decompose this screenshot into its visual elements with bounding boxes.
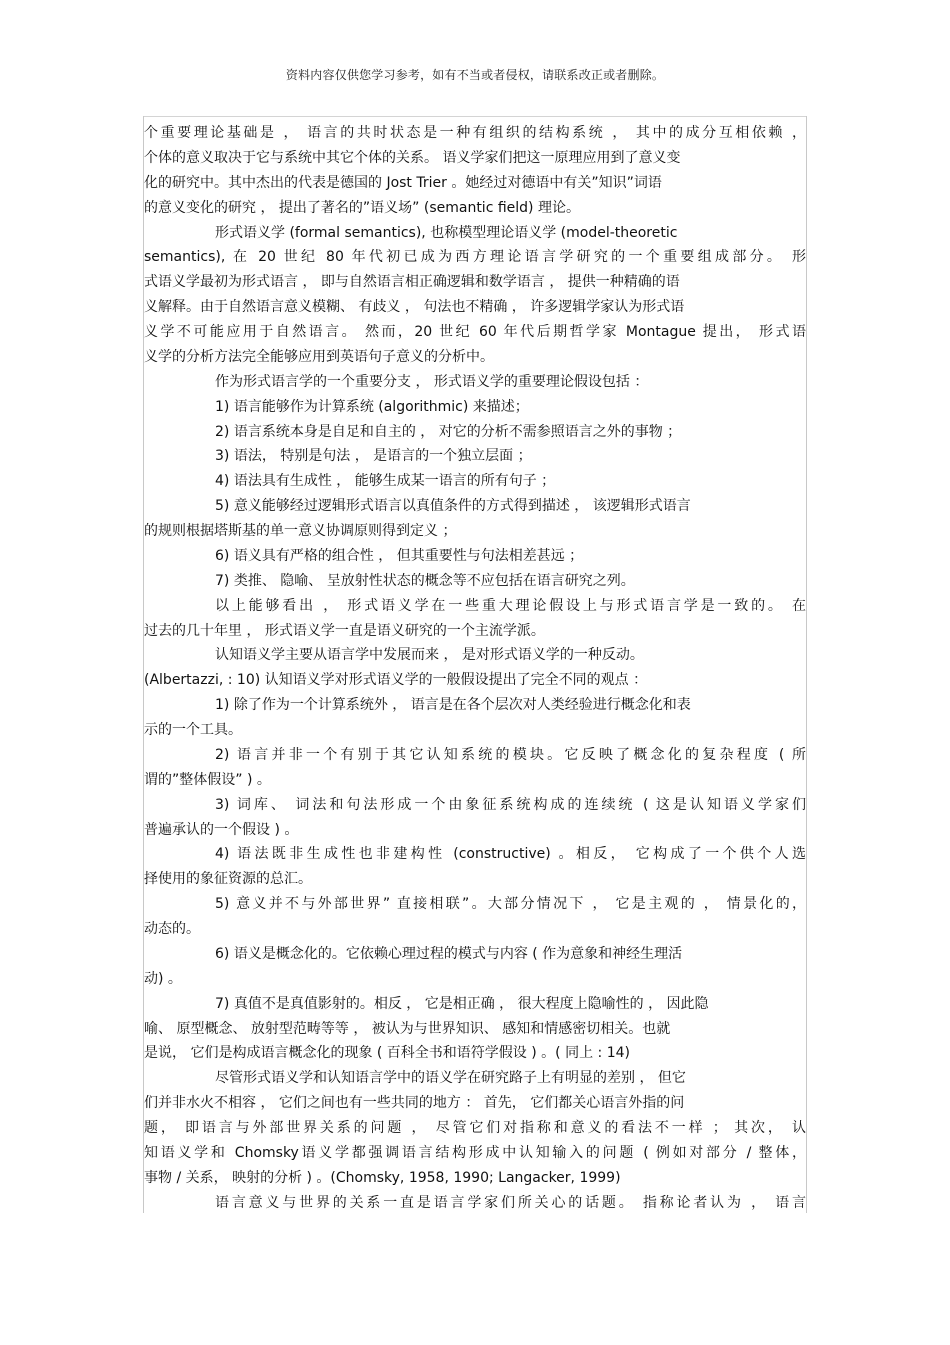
text-line: 示的一个工具。 <box>144 722 242 738</box>
text-line: semantics), 在 20 世纪 80 年代初已成为西方理论语言学研究的一个重要组成部分。 形 <box>144 249 806 266</box>
text-line: 事物 / 关系， 映射的分析 ) 。(Chomsky, 1958, 1990; Langacker, 1999) <box>144 1169 621 1186</box>
text-line: 7) 真值不是真值影射的。相反 ， 它是相正确 ， 很大程度上隐喻性的 ， 因此隐 <box>215 995 709 1012</box>
text-line: 动态的。 <box>144 921 200 937</box>
text-line: 义学的分析方法完全能够应用到英语句子意义的分析中。 <box>144 348 494 365</box>
text-line: 形式语义学 (formal semantics), 也称模型理论语义学 (model-theoretic <box>215 224 678 241</box>
text-line: 知语义学和 Chomsky语义学都强调语言结构形成中认知输入的问题 ( 例如对部分 / 整体， <box>144 1144 806 1161</box>
text-line: 4) 语法具有生成性 ， 能够生成某一语言的所有句子 ； <box>215 473 556 490</box>
text-line: 认知语义学主要从语言学中发展而来 ， 是对形式语义学的一种反动。 <box>215 647 644 664</box>
text-line: 1) 除了作为一个计算系统外 ， 语言是在各个层次对人类经验进行概念化和表 <box>215 697 691 714</box>
text-line: 式语义学最初为形式语言 ， 即与自然语言相正确逻辑和数学语言 ， 提供一种精确的语 <box>144 274 680 291</box>
text-line: 义解释。由于自然语言意义模糊、 有歧义 ， 句法也不精确 ， 许多逻辑学家认为形式语 <box>144 299 685 316</box>
text-line: 6) 语义是概念化的。它依赖心理过程的模式与内容 ( 作为意象和神经生理活 <box>215 945 683 962</box>
text-line: 普遍承认的一个假设 ) 。 <box>144 821 299 838</box>
text-line: 题， 即语言与外部世界关系的问题 ， 尽管它们对指称和意义的看法不一样 ； 其次， 认 <box>144 1120 806 1136</box>
text-line: 7) 类推、 隐喻、 呈放射性状态的概念等不应包括在语言研究之列。 <box>215 572 635 589</box>
text-line: 择使用的象征资源的总汇。 <box>144 871 312 888</box>
frame-top-border <box>143 116 807 117</box>
text-line: 6) 语义具有严格的组合性 ， 但其重要性与句法相差甚远 ； <box>215 547 584 564</box>
text-line: 动) 。 <box>144 970 182 987</box>
text-line: 语言意义与世界的关系一直是语言学家们所关心的话题。 指称论者认为 ， 语言 <box>215 1194 806 1211</box>
text-line: 作为形式语言学的一个重要分支 ， 形式语义学的重要理论假设包括 ： <box>215 373 649 390</box>
text-line: 2) 语言系统本身是自足和自主的 ， 对它的分析不需参照语言之外的事物 ； <box>215 423 682 440</box>
text-line: 5) 意义并不与外部世界” 直接相联”。大部分情况下 ， 它是主观的 ， 情景化的， <box>215 896 806 913</box>
text-line: 2) 语言并非一个有别于其它认知系统的模块。它反映了概念化的复杂程度 ( 所 <box>215 746 806 763</box>
text-line: 们并非水火不相容 ， 它们之间也有一些共同的地方 ： 首先， 它们都关心语言外指的问 <box>144 1095 685 1112</box>
text-line: 3) 语法， 特别是句法 ， 是语言的一个独立层面 ； <box>215 448 532 465</box>
document-body <box>144 121 806 1216</box>
text-line: 3) 词库、 词法和句法形成一个由象征系统构成的连续统 ( 这是认知语义学家们 <box>215 796 806 813</box>
text-line: 个体的意义取决于它与系统中其它个体的关系。 语义学家们把这一原理应用到了意义变 <box>144 149 681 166</box>
page-header-notice: 资料内容仅供您学习参考，如有不当或者侵权，请联系改正或者删除。 <box>285 68 665 82</box>
text-line: 谓的”整体假设” ) 。 <box>144 771 271 788</box>
text-line: 的意义变化的研究 ， 提出了著名的”语义场” (semantic field) 理论。 <box>144 199 580 216</box>
text-line: 4) 语法既非生成性也非建构性 (constructive) 。相反， 它构成了一个供个人选 <box>215 846 806 863</box>
text-line: 的规则根据塔斯基的单一意义协调原则得到定义 ； <box>144 523 457 539</box>
text-line: 化的研究中。其中杰出的代表是德国的 Jost Trier 。她经过对德语中有关”知识”词语 <box>144 174 662 191</box>
text-line: 义学不可能应用于自然语言。 然而，20 世纪 60 年代后期哲学家 Montague 提出， 形式语 <box>144 324 806 340</box>
text-line: 以上能够看出 ， 形式语义学在一些重大理论假设上与形式语言学是一致的。 在 <box>215 597 806 614</box>
text-line: 尽管形式语义学和认知语言学中的语义学在研究路子上有明显的差别 ， 但它 <box>215 1070 686 1087</box>
text-line: 是说， 它们是构成语言概念化的现象 ( 百科全书和语符学假设 ) 。( 同上 : 14) <box>144 1045 630 1062</box>
text-line: 1) 语言能够作为计算系统 (algorithmic) 来描述； <box>215 398 529 415</box>
text-line: 个重要理论基础是 ， 语言的共时状态是一种有组织的结构系统 ， 其中的成分互相依赖 ， <box>144 125 806 141</box>
frame-right-border <box>806 116 807 1213</box>
text-line: 过去的几十年里 ， 形式语义学一直是语义研究的一个主流学派。 <box>144 622 545 639</box>
text-line: 5) 意义能够经过逻辑形式语言以真值条件的方式得到描述 ， 该逻辑形式语言 <box>215 498 691 515</box>
text-line: 喻、 原型概念、 放射型范畴等等 ， 被认为与世界知识、 感知和情感密切相关。也就 <box>144 1020 671 1037</box>
text-line: (Albertazzi, : 10) 认知语义学对形式语义学的一般假设提出了完全不同的观点 ： <box>144 672 648 689</box>
